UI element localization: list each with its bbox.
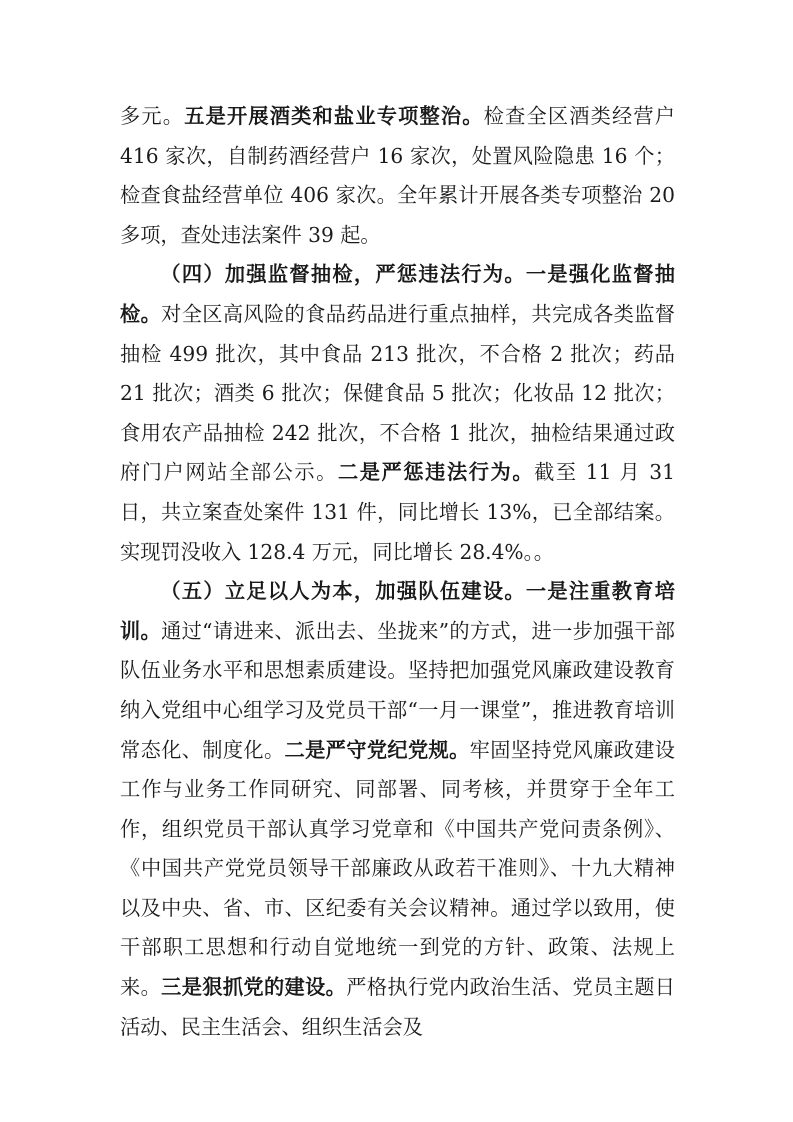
- text-span: 牢固坚持党风廉政建设工作与业务工作同研究、同部署、同考核，并贯穿于全年工作，组织党员干部认真学习党章和《中国共产党问责条例》、《中国共产党党员领导干部廉政从政若干准则》、十九大精神以及中央、省、市、区纪委有关会议精神。通过学以致用，使干部职工思想和行动自觉地统一到党的方针、政策、法规上来。: [120, 737, 675, 1000]
- text-span: 严格执行党内政治生活、党员主题日活动、民主生活会、组织生活会及: [120, 975, 675, 1039]
- bold-heading-span: 五是开展酒类和盐业专项整治。: [184, 104, 484, 128]
- paragraph-1: [120, 97, 675, 255]
- bold-heading-span: 二是严惩违法行为。: [337, 460, 535, 485]
- text-span: 截至 11 月 31 日，共立案查处案件 131 件，同比增长 13%，已全部结案。实现罚没收入 128.4 万元，同比增长 28.4%。。: [120, 460, 675, 564]
- text-span: 对全区高风险的食品药品进行重点抽样，共完成各类监督抽检 499 批次，其中食品 213 批次，不合格 2 批次；药品 21 批次；酒类 6 批次；保健食品 5 批次；化妆品 12 批次；食用农产品抽检 242 批次，不合格 1 批次，抽检结果通过政府门户网站全部公示。: [120, 301, 675, 485]
- bold-heading-span: （四）加强监督抽检，严惩违法行为。一是强化监督抽检。: [120, 262, 675, 326]
- text-span: 通过“请进来、派出去、坐拢来”的方式，进一步加强干部队伍业务水平和思想素质建设。坚持把加强党风廉政建设教育纳入党组中心组学习及党员干部“一月一课堂”，推进教育培训常态化、制度化。: [120, 618, 675, 762]
- paragraph-2: [120, 255, 675, 572]
- bold-heading-span: 三是狠抓党的建设。: [161, 975, 347, 1000]
- text-span: 多元。: [120, 104, 185, 128]
- paragraph-3: [120, 572, 675, 1047]
- bold-heading-span: 二是严守党纪党规。: [284, 737, 470, 762]
- document-page: [120, 97, 675, 1047]
- text-span: 检查全区酒类经营户 416 家次，自制药酒经营户 16 家次，处置风险隐患 16 个；检查食盐经营单位 406 家次。全年累计开展各类专项整治 20 多项，查处违法案件 39 起。: [120, 104, 675, 247]
- bold-heading-span: （五）立足以人为本，加强队伍建设。一是注重教育培训。: [120, 579, 675, 643]
